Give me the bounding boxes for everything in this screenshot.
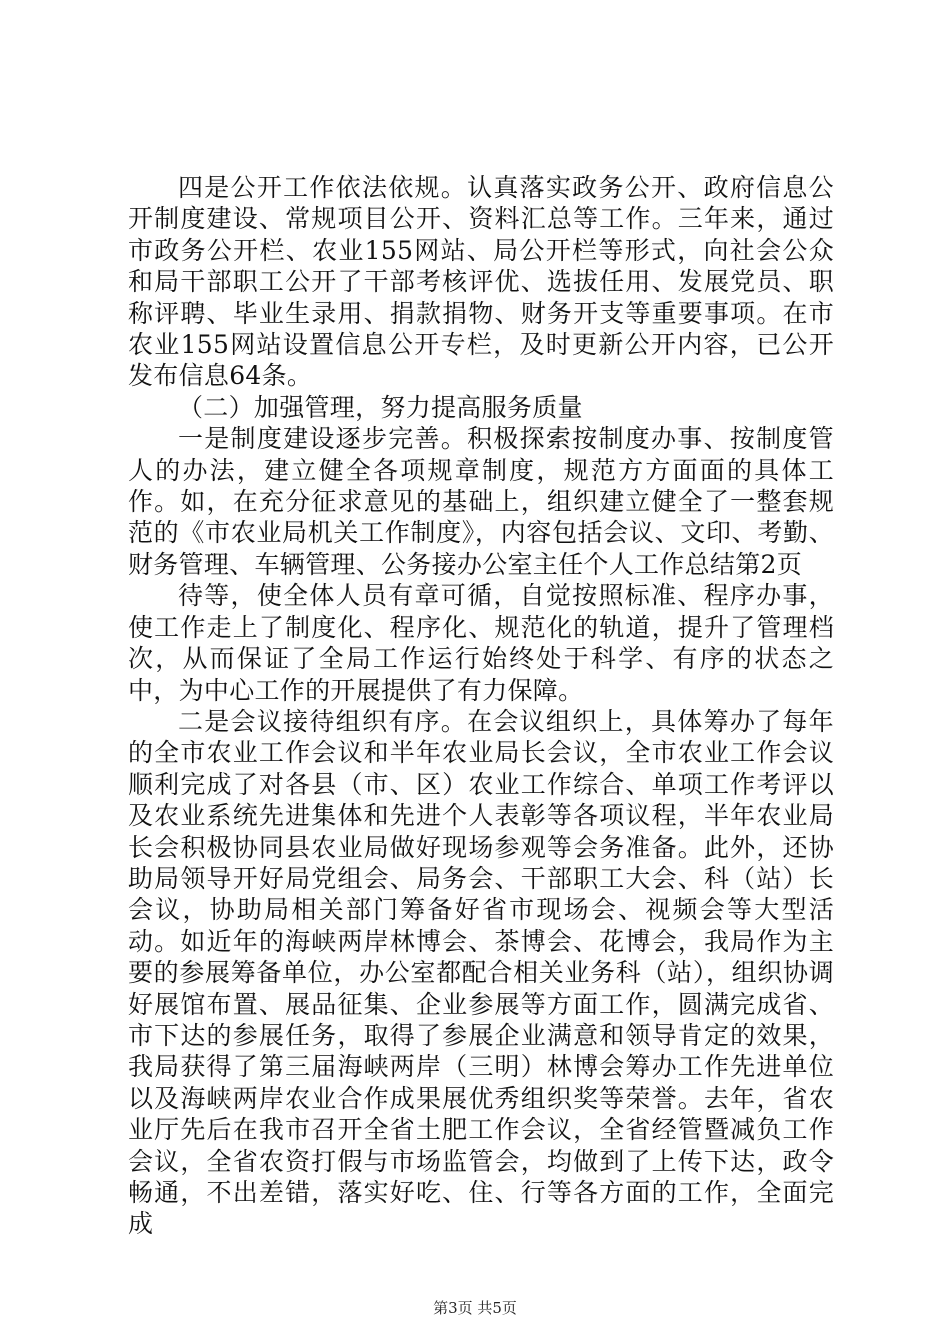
paragraph-meeting-reception: 二是会议接待组织有序。在会议组织上，具体筹办了每年的全市农业工作会议和半年农业局长会议，全市农业工作会议顺利完成了对各县（市、区）农业工作综合、单项工作考评以及农业系统先进集体和先进个人表彰等各项议程，半年农业局长会积极协同县农业局做好现场参观等会务准备。此外，还协助局领导开好局党组会、局务会、干部职工大会、科（站）长会议，协助局相关部门筹备好省市现场会、视频会等大型活动。如近年的海峡两岸林博会、茶博会、花博会，我局作为主要的参展筹备单位，办公室都配合相关业务科（站），组织协调好展馆布置、展品征集、企业参展等方面工作，圆满完成省、市下达的参展任务，取得了参展企业满意和领导肯定的效果，我局获得了第三届海峡两岸（三明）林博会筹办工作先进单位以及海峡两岸农业合作成果展优秀组织奖等荣誉。去年，省农业厅先后在我市召开全省土肥工作会议，全省经管暨减负工作会议，全省农资打假与市场监管会，均做到了上传下达，政令畅通，不出差错，落实好吃、住、行等各方面的工作，全面完成 [128, 706, 834, 1239]
paragraph-system-building-continued: 待等，使全体人员有章可循，自觉按照标准、程序办事，使工作走上了制度化、程序化、规范化的轨道，提升了管理档次，从而保证了全局工作运行始终处于科学、有序的状态之中，为中心工作的开展提供了有力保障。 [128, 581, 834, 705]
paragraph-system-building: 一是制度建设逐步完善。积极探索按制度办事、按制度管人的办法，建立健全各项规章制度，规范方方面面的具体工作。如，在充分征求意见的基础上，组织建立健全了一整套规范的《市农业局机关工作制度》，内容包括会议、文印、考勤、财务管理、车辆管理、公务接办公室主任个人工作总结第2页 [128, 424, 834, 579]
paragraph-public-affairs: 四是公开工作依法依规。认真落实政务公开、政府信息公开制度建设、常规项目公开、资料汇总等工作。三年来，通过市政务公开栏、农业155网站、局公开栏等形式，向社会公众和局干部职工公开了干部考核评优、选拔任用、发展党员、职称评聘、毕业生录用、捐款捐物、财务开支等重要事项。在市农业155网站设置信息公开专栏，及时更新公开内容，已公开发布信息64条。 [128, 173, 834, 391]
document-body [128, 172, 834, 1240]
page-number-footer: 第3页 共5页 [433, 1299, 517, 1317]
section-heading-management: （二）加强管理，努力提高服务质量 [178, 392, 583, 422]
